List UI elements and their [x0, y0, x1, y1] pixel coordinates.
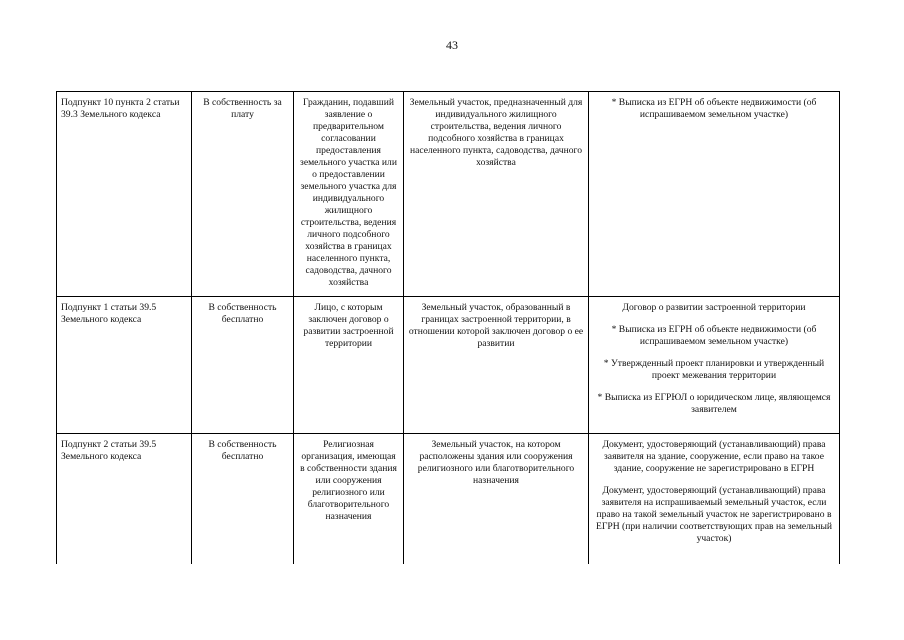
basis-cell: Подпункт 1 статьи 39.5 Земельного кодекса [57, 297, 192, 434]
document-item: * Выписка из ЕГРН об объекте недвижимости (об испрашиваемом земельном участке) [611, 97, 817, 120]
document-item: * Выписка из ЕГРЮЛ о юридическом лице, являющемся заявителем [597, 392, 831, 415]
form-cell: В собственность бесплатно [192, 297, 294, 434]
form-cell: В собственность за плату [192, 92, 294, 297]
land-provision-table [56, 91, 840, 564]
page-number: 43 [446, 38, 458, 52]
land-plot-cell: Земельный участок, образованный в границах застроенной территории, в отношении которой заключен договор о ее развитии [404, 297, 589, 434]
table-row [57, 92, 840, 297]
document-item: Договор о развитии застроенной территории [622, 302, 806, 313]
documents-cell [589, 92, 840, 297]
basis-cell: Подпункт 10 пункта 2 статьи 39.3 Земельного кодекса [57, 92, 192, 297]
land-plot-cell: Земельный участок, на котором расположены здания или сооружения религиозного или благотворительного назначения [404, 434, 589, 565]
applicant-cell: Гражданин, подавший заявление о предварительном согласовании предоставления земельного участка или о предоставлении земельного участка для индивидуального жилищного строительства, ведения личного подсобного хозяйства в границах населенного пункта, садоводства, дачного хозяйства [294, 92, 404, 297]
documents-cell [589, 434, 840, 565]
document-item: * Выписка из ЕГРН об объекте недвижимости (об испрашиваемом земельном участке) [611, 324, 817, 347]
applicant-cell: Лицо, с которым заключен договор о развитии застроенной территории [294, 297, 404, 434]
table-row [57, 434, 840, 565]
document-item: Документ, удостоверяющий (устанавливающий) права заявителя на здание, сооружение, если право на такое здание, сооружение не зарегистрировано в ЕГРН [602, 439, 826, 474]
table-row [57, 297, 840, 434]
document-item: * Утвержденный проект планировки и утвержденный проект межевания территории [603, 358, 825, 381]
document-item: Документ, удостоверяющий (устанавливающий) права заявителя на испрашиваемый земельный участок, если право на такой земельный участок не зарегистрировано в ЕГРН (при наличии соответствующих прав на земельный участок) [595, 485, 833, 544]
applicant-cell: Религиозная организация, имеющая в собственности здания или сооружения религиозного или благотворительного назначения [294, 434, 404, 565]
land-plot-cell: Земельный участок, предназначенный для индивидуального жилищного строительства, ведения личного подсобного хозяйства в границах населенного пункта, садоводства, дачного хозяйства [404, 92, 589, 297]
form-cell: В собственность бесплатно [192, 434, 294, 565]
documents-cell [589, 297, 840, 434]
basis-cell: Подпункт 2 статьи 39.5 Земельного кодекса [57, 434, 192, 565]
